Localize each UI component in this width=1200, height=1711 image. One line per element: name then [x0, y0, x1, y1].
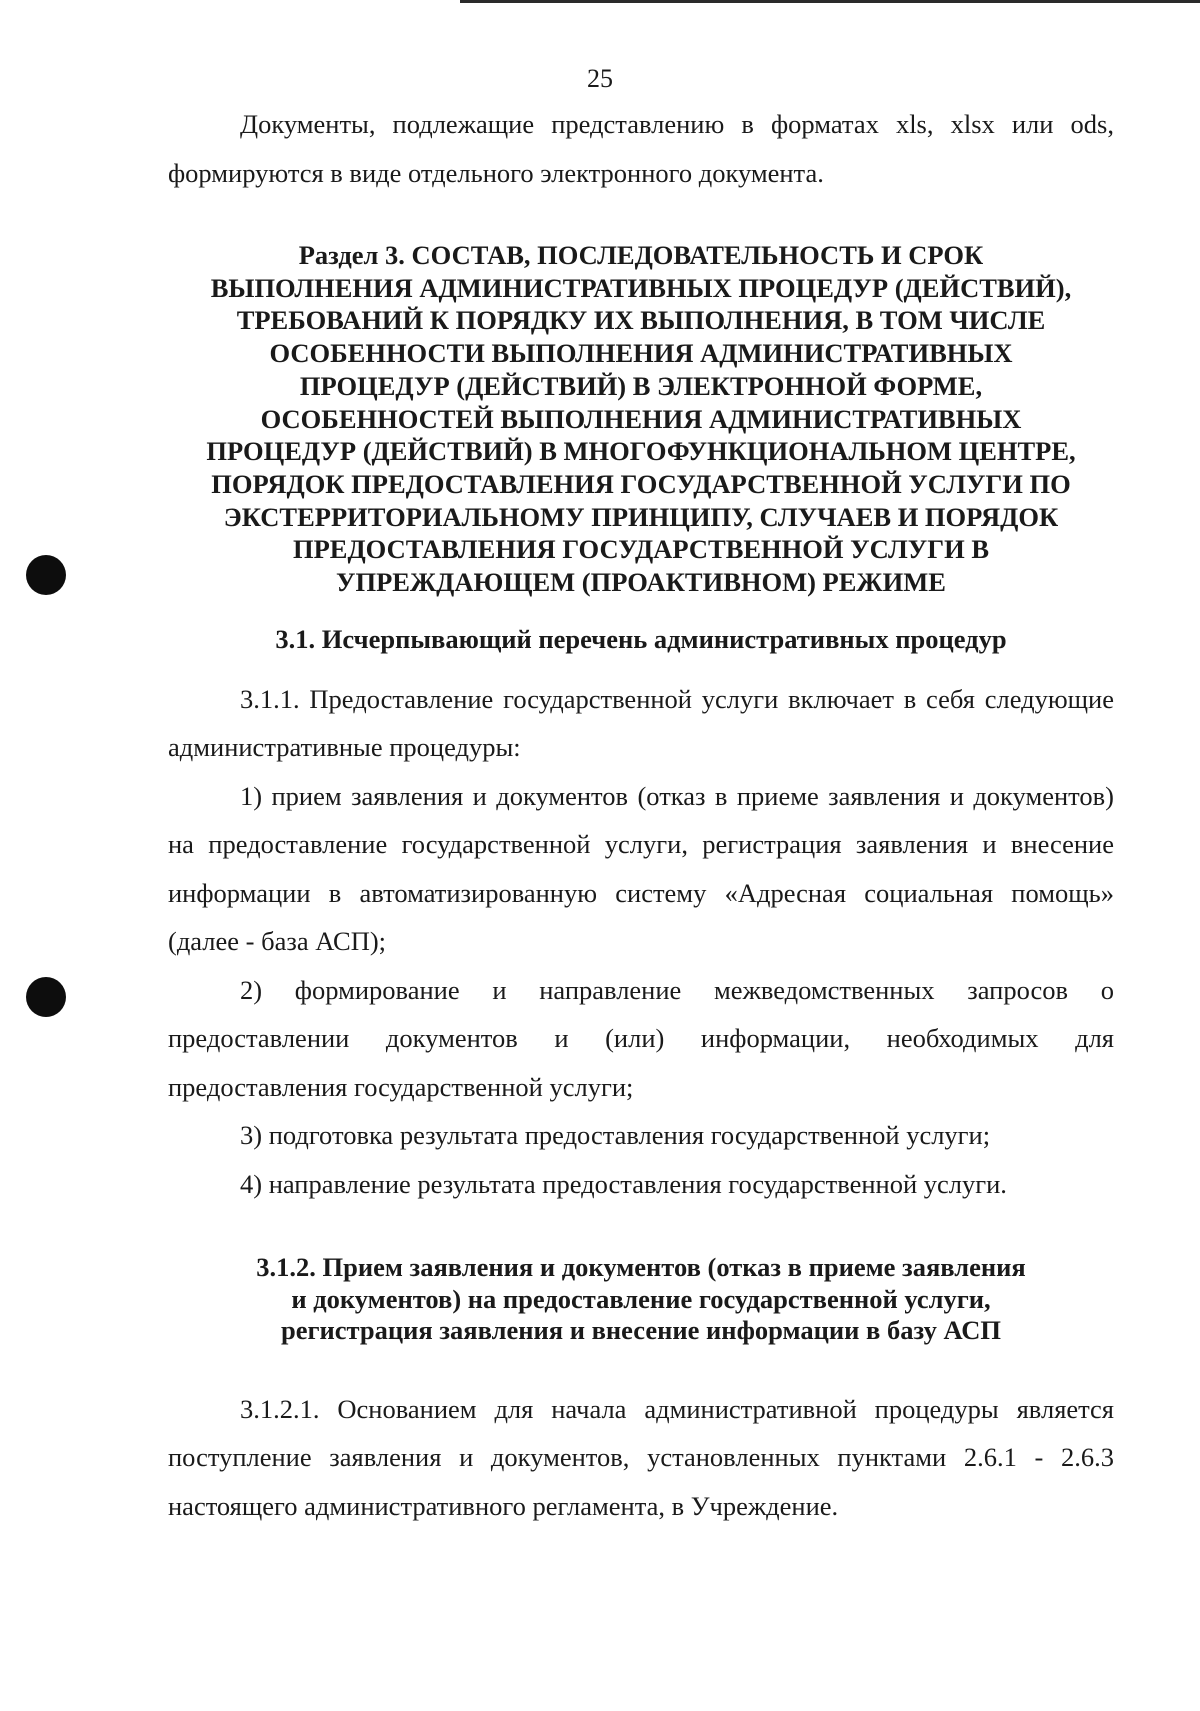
- list-item-3: 3) подготовка результата предоставления государственной услуги;: [240, 1120, 991, 1151]
- list-item-4: 4) направление результата предоставления государственной услуги.: [240, 1168, 1007, 1199]
- paragraph-3-1-1: 3.1.1. Предоставление государственной услуги включает в себя следующие административные процедуры:: [168, 683, 1114, 763]
- top-border-rule: [460, 0, 1200, 3]
- subsection-3-1-title: 3.1. Исчерпывающий перечень административных процедур: [275, 623, 1007, 654]
- intro-paragraph: Документы, подлежащие представлению в форматах xls, xlsx или ods, формируются в виде отдельного электронного документа.: [168, 109, 1114, 188]
- list-item-1: 1) прием заявления и документов (отказ в приеме заявления и документов) на предоставление государственной услуги, регистрация заявления и внесение информации в автоматизированную систему «Адресная социальная помощь» (далее - база АСП);: [168, 780, 1114, 957]
- paragraph-3-1-2-1: 3.1.2.1. Основанием для начала административной процедуры является поступление заявления и документов, установленных пунктами 2.6.1 - 2.6.3 настоящего административного регламента, в Учреждение.: [168, 1393, 1114, 1521]
- list-item-2: 2) формирование и направление межведомственных запросов о предоставлении документов и (или) информации, необходимых для предоставления государственной услуги;: [168, 974, 1114, 1102]
- subsection-3-1-2-title: 3.1.2. Прием заявления и документов (отказ в приеме заявления и документов) на предоставление государственной услуги, регистрация заявления и внесение информации в базу АСП: [256, 1252, 1026, 1346]
- section-3-title: Раздел 3. СОСТАВ, ПОСЛЕДОВАТЕЛЬНОСТЬ И СРОК ВЫПОЛНЕНИЯ АДМИНИСТРАТИВНЫХ ПРОЦЕДУР (ДЕЙСТВИЙ), ТРЕБОВАНИЙ К ПОРЯДКУ ИХ ВЫПОЛНЕНИЯ, В ТОМ ЧИСЛЕ ОСОБЕННОСТИ ВЫПОЛНЕНИЯ АДМИНИСТРАТИВНЫХ ПРОЦЕДУР (ДЕЙСТВИЙ) В ЭЛЕКТРОННОЙ ФОРМЕ, ОСОБЕННОСТЕЙ ВЫПОЛНЕНИЯ АДМИНИСТРАТИВНЫХ ПРОЦЕДУР (ДЕЙСТВИЙ) В МНОГОФУНКЦИОНАЛЬНОМ ЦЕНТРЕ, ПОРЯДОК ПРЕДОСТАВЛЕНИЯ ГОСУДАРСТВЕННОЙ УСЛУГИ ПО ЭКСТЕРРИТОРИАЛЬНОМУ ПРИНЦИПУ, СЛУЧАЕВ И ПОРЯДОК ПРЕДОСТАВЛЕНИЯ ГОСУДАРСТВЕННОЙ УСЛУГИ В УПРЕЖДАЮЩЕМ (ПРОАКТИВНОМ) РЕЖИМЕ: [206, 240, 1076, 598]
- document-body: [168, 100, 1114, 1530]
- punch-hole-lower: [26, 977, 66, 1017]
- punch-hole-upper: [26, 555, 66, 595]
- page-number: 25: [587, 64, 613, 93]
